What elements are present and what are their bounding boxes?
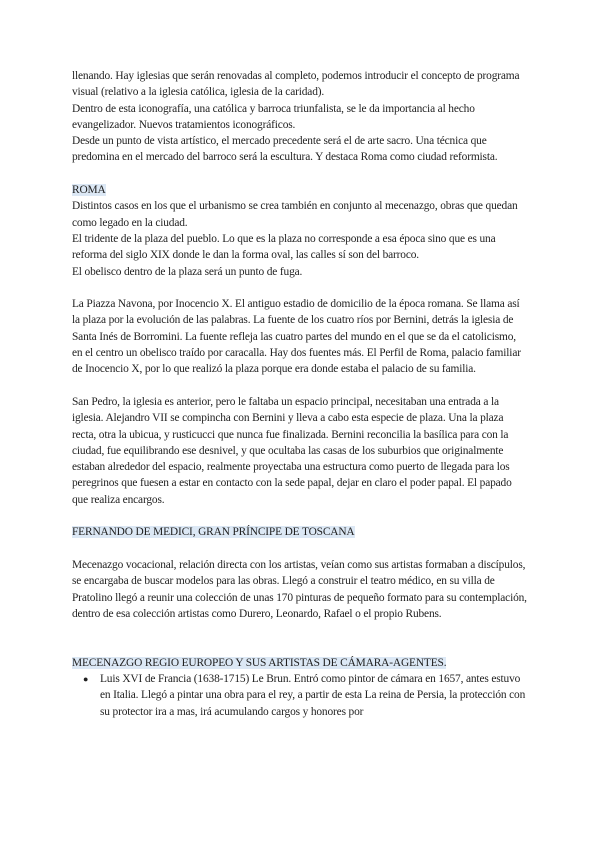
paragraph: San Pedro, la iglesia es anterior, pero le faltaba un espacio principal, necesitaban una entrada a la iglesia. Alejandro VII se compincha con Bernini y lleva a cabo esta especie de plaza. Una la plaza recta, otra la ubicua, y rusticucci que nunca fue finalizada. Bernini reconcilia la basílica para con la ciudad, fue equilibrando ese desnivel, y que ocultaba las casas de los suburbios que originalmente estaban alrededor del espacio, realmente proyectaba una estructura como puerto de llegada para los peregrinos que fuesen a estar en contacto con la sede papal, dejar en claro el poder papal. El papado que realiza encargos.	[72, 395, 512, 506]
spacer	[72, 622, 528, 655]
spacer	[72, 378, 528, 394]
heading-text: ROMA	[72, 184, 106, 197]
paragraph: Mecenazgo vocacional, relación directa con los artistas, veían como sus artistas formaban a discípulos, se encargaba de buscar modelos para las obras. Llegó a construir el teatro médico, en su villa de Pratolino llegó a reunir una colección de unas 170 pinturas de pequeño formato para su contemplación, dentro de esa colección artistas como Durero, Leonardo, Rafael o el propio Rubens.	[72, 558, 527, 620]
heading-text: FERNANDO DE MEDICI, GRAN PRÍNCIPE DE TOSCANA	[72, 526, 355, 539]
paragraph: Distintos casos en los que el urbanismo se crea también en conjunto al mecenazgo, obras que quedan como legado en la ciudad.	[72, 200, 518, 229]
section-heading-fernando	[72, 524, 528, 540]
document-body	[72, 68, 528, 720]
paragraph: La Piazza Navona, por Inocencio X. El antiguo estadio de domicilio de la época romana. Se llama así la plaza por la evolución de las palabras. La fuente de los cuatro ríos por Bernini, detrás la iglesia de Santa Inés de Borromini. La fuente refleja las cuatro partes del mundo en el que se da el catolicismo, en el centro un obelisco traído por caracalla. Hay dos fuentes más. El Perfil de Roma, palacio familiar de Inocencio X, por lo que realizó la plaza porque era donde estaba el palacio de su familia.	[72, 298, 521, 376]
heading-text: MECENAZGO REGIO EUROPEO Y SUS ARTISTAS DE CÁMARA-AGENTES.	[72, 656, 447, 669]
paragraph: El obelisco dentro de la plaza será un punto de fuga.	[72, 265, 303, 278]
paragraph: El tridente de la plaza del pueblo. Lo que es la plaza no corresponde a esa época sino que es una reforma del siglo XIX donde le dan la forma oval, las calles sí son del barroco.	[72, 232, 496, 262]
section-heading-mecenazgo	[72, 655, 528, 671]
paragraph: Desde un punto de vista artístico, el mercado precedente será el de arte sacro. Una técnica que predomina en el mercado del barroco será la escultura. Y destaca Roma como ciudad reformista.	[72, 135, 498, 164]
spacer	[72, 508, 528, 524]
spacer	[72, 280, 528, 296]
bullet-list	[72, 671, 528, 720]
spacer	[72, 541, 528, 557]
paragraph: llenando. Hay iglesias que serán renovadas al completo, podemos introducir el concepto de programa visual (relativo a la iglesia católica, iglesia de la caridad).	[72, 70, 520, 99]
list-item: ● Luis XVI de Francia (1638-1715) Le Brun. Entró como pintor de cámara en 1657, antes estuvo en Italia. Llegó a pintar una obra para el rey, a partir de esta La reina de Persia, la protección con su protector ira a mas, irá acumulando cargos y honores por	[100, 671, 528, 720]
section-heading-roma	[72, 182, 528, 198]
spacer	[72, 166, 528, 182]
paragraph: Dentro de esta iconografía, una católica y barroca triunfalista, se le da importancia al hecho evangelizador. Nuevos tratamientos iconográficos.	[72, 102, 475, 131]
